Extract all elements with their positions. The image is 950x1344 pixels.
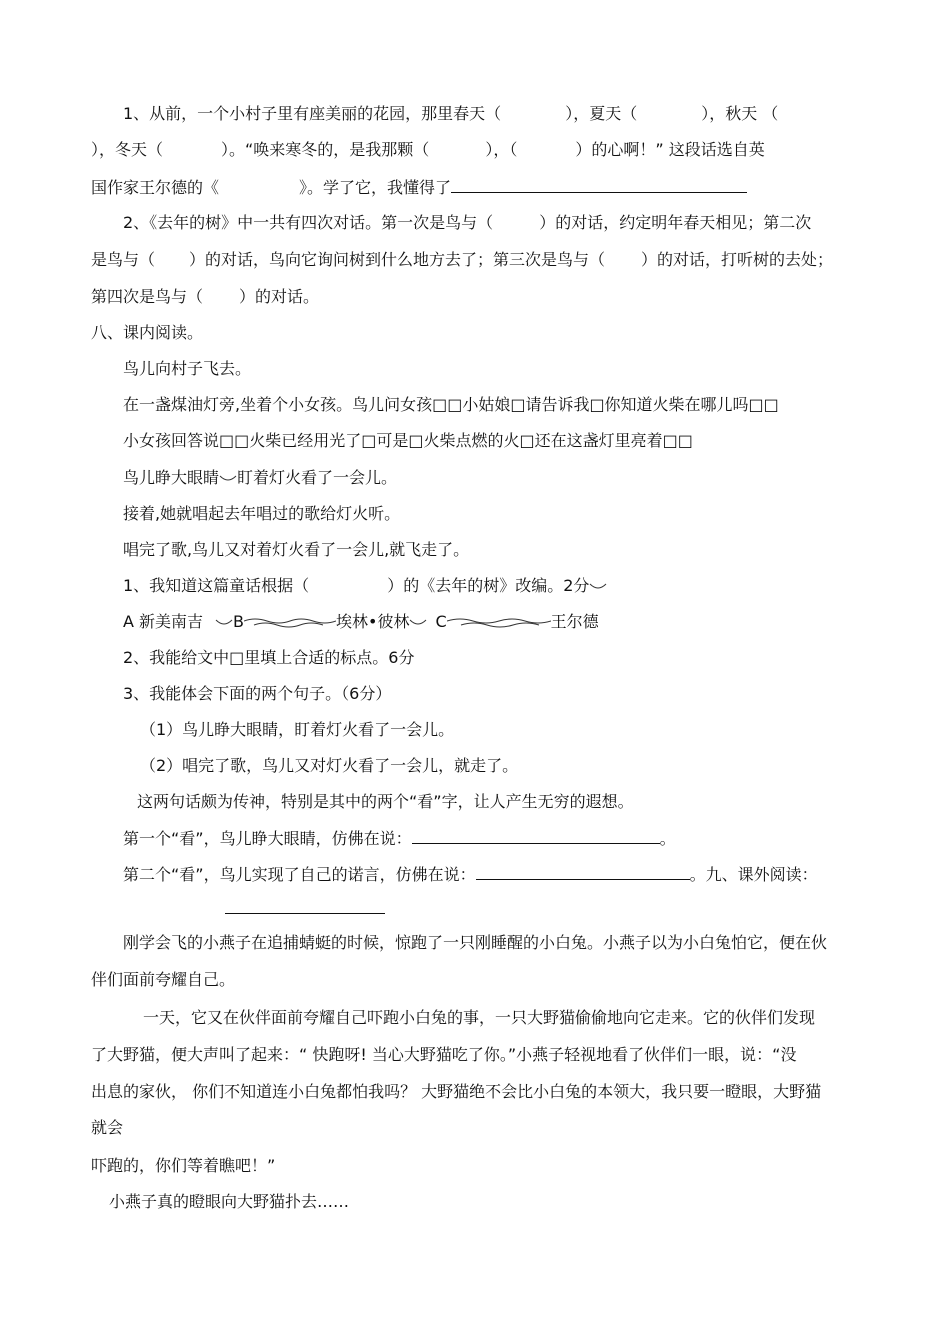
text: 是鸟与（ [91,250,156,269]
reading-paragraph-line: 小燕子真的瞪眼向大野猫扑去…… [109,1192,350,1211]
passage-line: 在一盏煤油灯旁,坐着个小女孩。鸟儿问女孩□□小姑娘□请告诉我□你知道火柴在哪儿吗□□ [123,395,779,414]
text: ）。“唤来寒冬的，是我那颗（ [221,140,430,159]
reading-paragraph-line: 就会 [91,1118,124,1137]
option-c-text: 王尔德 [550,612,599,631]
text: 。九、课外阅读： [689,865,818,884]
fill-question-1-line-2 [91,139,765,161]
answer-options [123,611,599,633]
text: ），（ [485,140,518,159]
fill-question-1-line-3 [91,176,747,199]
text: ）的对话，约定明年春天相见；第二次 [539,213,812,232]
reading-paragraph-line: 吓跑的，你们等着瞧吧！” [91,1156,276,1175]
wave-mark-icon [589,582,607,592]
reading-paragraph-line: 了大野猫，便大声叫了起来：“ 快跑呀! 当心大野猫吃了你。”小燕子轻视地看了伙伴们一眼，说：“没 [91,1045,797,1064]
reading-question-3: 3、我能体会下面的两个句子。（6分） [123,684,392,703]
text: 。 [659,829,676,848]
text: ）的《去年的树》改编。2分 [387,576,590,595]
answer-blank[interactable] [412,827,660,844]
wave-mark-icon [219,474,237,484]
wave-mark-icon [409,618,427,628]
reading-paragraph-line: 刚学会飞的小燕子在追捕蜻蜓的时候，惊跑了一只刚睡醒的小白兔。小燕子以为小白兔怕它，便在伙 [123,933,828,952]
passage-line: 鸟儿向村子飞去。 [123,359,252,378]
kan-1 [123,827,676,850]
passage-line: 小女孩回答说□□火柴已经用光了□可是□火柴点燃的火□还在这盏灯里亮着□□ [123,431,693,450]
answer-blank[interactable] [476,863,690,880]
text: 1、从前，一个小村子里有座美丽的花园，那里春天（ [123,104,502,123]
option-c[interactable]: C [435,612,447,631]
reading-question-1 [123,575,607,597]
comment: 这两句话颇为传神，特别是其中的两个“看”字，让人产生无穷的遐想。 [137,792,634,811]
text: 1、我知道这篇童话根据（ [123,576,310,595]
option-a[interactable]: A 新美南吉 [123,612,204,631]
text: ）的心啊！” 这段话选自英 [575,140,765,159]
option-b[interactable]: B [233,612,245,631]
text: ），冬天（ [91,140,164,159]
text: ），秋天 （ [701,104,779,123]
option-b-text: 埃林•彼林 [336,612,410,631]
text: ）的对话，打听树的去处； [641,250,834,269]
passage-line: 接着,她就唱起去年唱过的歌给灯火听。 [123,504,401,523]
reading-paragraph-line: 出息的家伙， 你们不知道连小白兔都怕我吗？ 大野猫绝不会比小白兔的本领大，我只要一瞪眼，大野猫 [91,1082,822,1101]
sentence-2: （2）唱完了歌，鸟儿又对灯火看了一会儿，就走了。 [140,756,519,775]
text: 鸟儿睁大眼睛 [123,468,220,487]
text: 国作家王尔德的《 [91,178,220,197]
passage-line [123,467,397,489]
section-8-heading: 八、课内阅读。 [91,323,204,342]
text: 第二个“看”，鸟儿实现了自己的诺言，仿佛在说： [123,865,476,884]
fill-question-1-line-1 [123,103,778,125]
reading-paragraph-line: 伴们面前夸耀自己。 [91,970,236,989]
reading-paragraph-line: 一天，它又在伙伴面前夸耀自己吓跑小白兔的事，一只大野猫偷偷地向它走来。它的伙伴们发现 [143,1008,816,1027]
fill-question-2-line-1 [123,212,811,234]
passage-line: 唱完了歌,鸟儿又对着灯火看了一会儿,就飞走了。 [123,540,470,559]
kan-2 [123,863,818,886]
fill-question-2-line-2 [91,249,833,271]
underline-rule [225,913,385,914]
wave-mark-icon [215,618,233,628]
sentence-1: （1）鸟儿睁大眼睛，盯着灯火看了一会儿。 [140,720,455,739]
wavy-line-icon [244,616,336,630]
text: 》。学了它，我懂得了 [299,178,452,197]
text: 第一个“看”，鸟儿睁大眼睛，仿佛在说： [123,829,412,848]
text: ），夏天（ [565,104,638,123]
fill-question-2-line-3 [91,286,319,308]
reading-question-2: 2、我能给文中□里填上合适的标点。6分 [123,648,415,667]
text: ）的对话，鸟向它询问树到什么地方去了；第三次是鸟与（ [189,250,606,269]
text: ）的对话。 [239,287,320,306]
wavy-line-icon [447,616,551,630]
text: 2、《去年的树》中一共有四次对话。第一次是鸟与（ [123,213,494,232]
text: 第四次是鸟与（ [91,287,204,306]
text: 盯着灯火看了一会儿。 [237,468,398,487]
answer-blank[interactable] [451,176,747,193]
